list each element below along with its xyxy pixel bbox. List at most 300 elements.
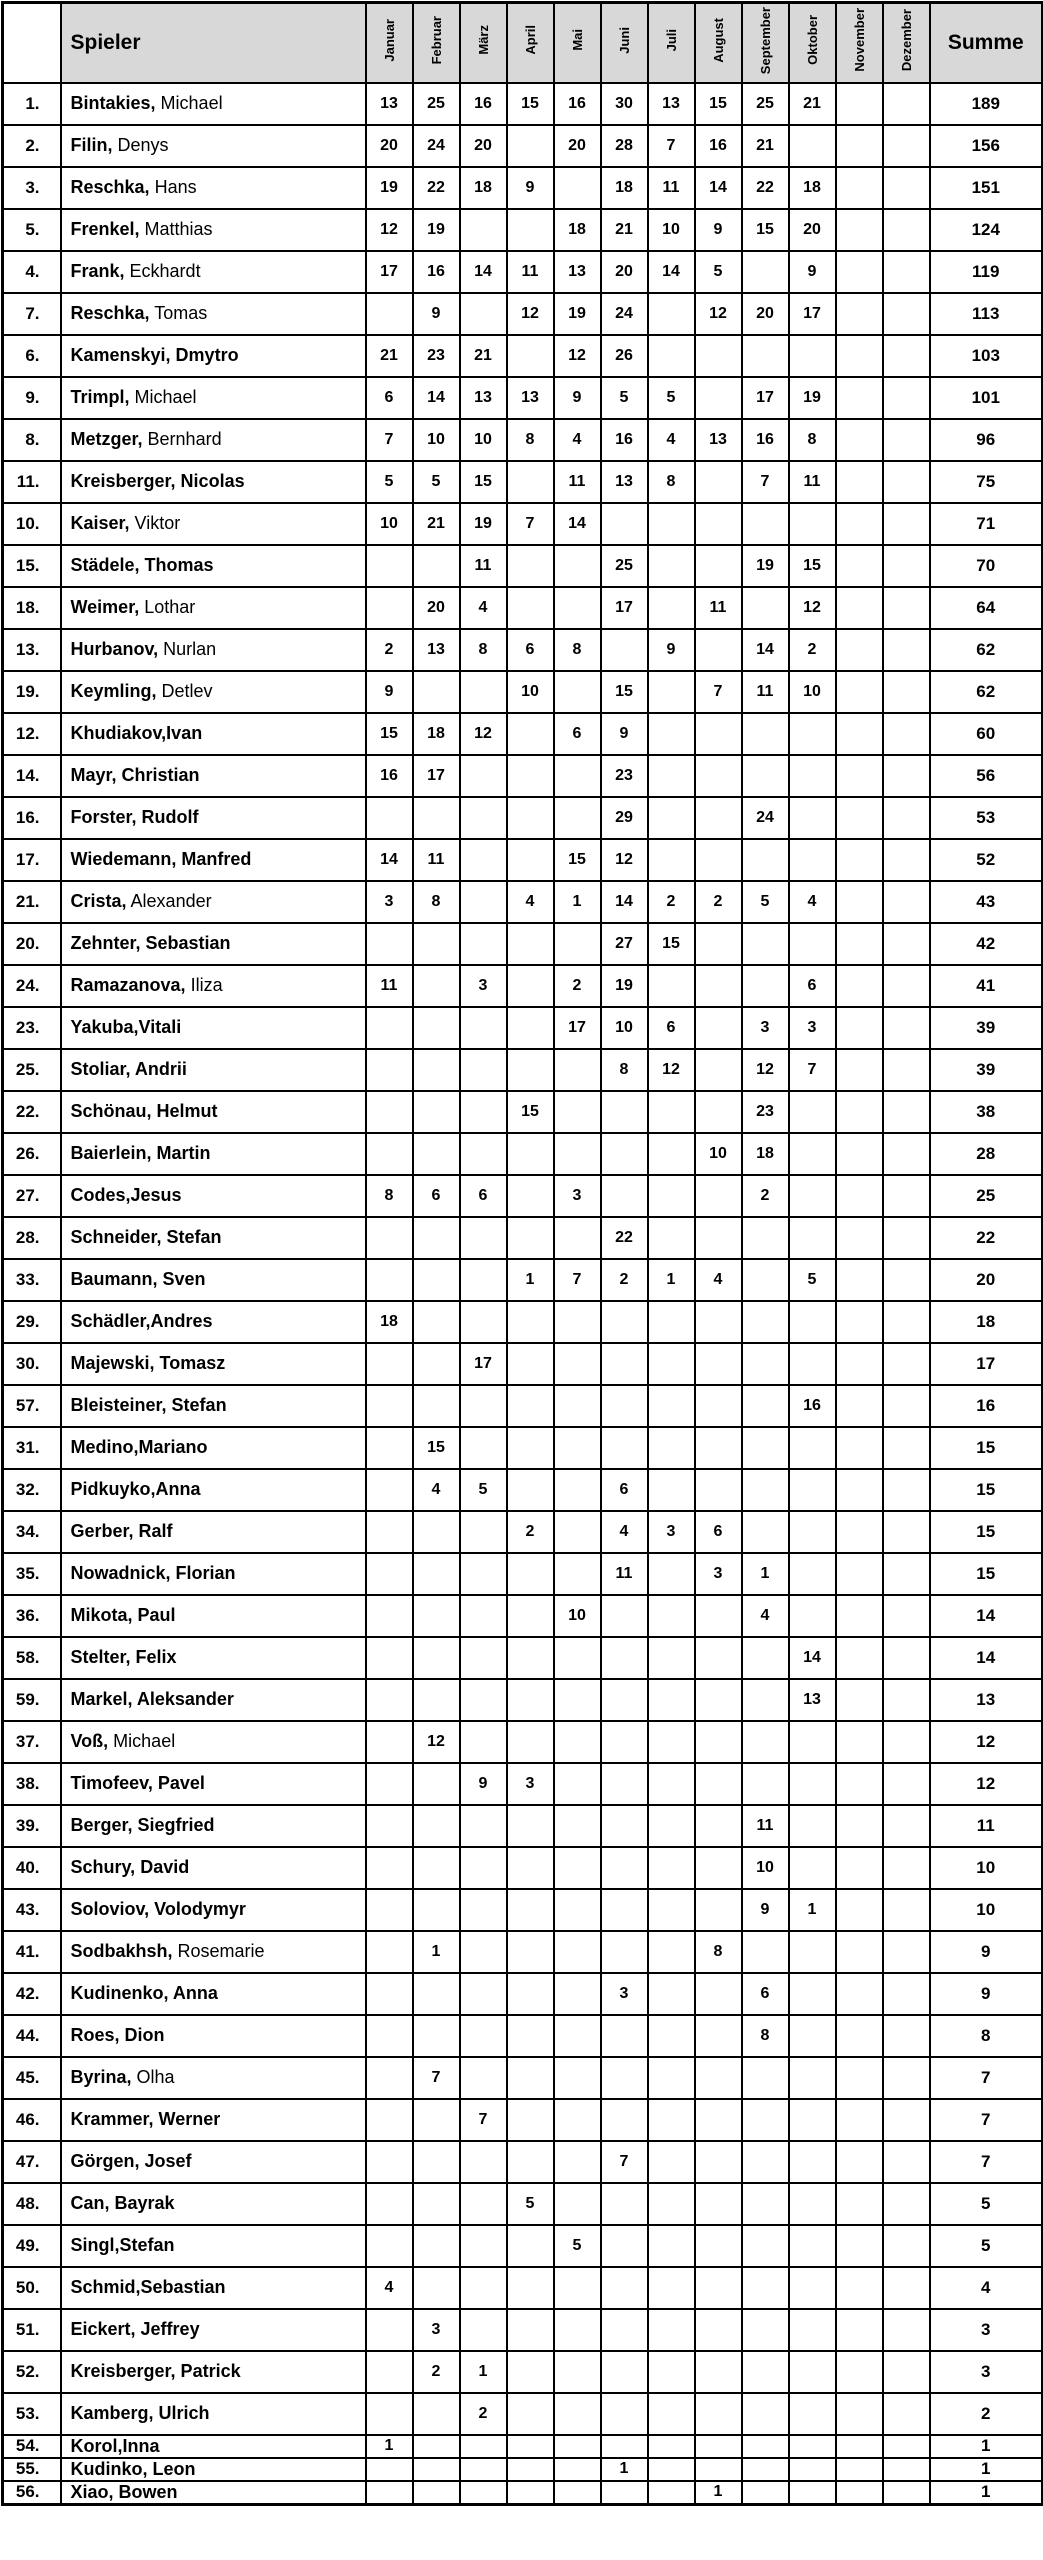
month-value-cell [413, 2099, 460, 2141]
month-value-cell [836, 1385, 883, 1427]
month-value-cell [742, 1385, 789, 1427]
player-name-cell [61, 2141, 366, 2183]
month-value-cell [366, 1847, 413, 1889]
month-value-cell [554, 2267, 601, 2309]
month-value-cell [413, 1553, 460, 1595]
month-value-cell [648, 1217, 695, 1259]
month-value-cell [883, 1637, 930, 1679]
player-firstname: Eckhardt [124, 261, 201, 281]
month-value-cell [507, 797, 554, 839]
table-row [3, 419, 1043, 461]
month-value-cell: 23 [413, 335, 460, 377]
month-value-cell [695, 503, 742, 545]
month-value-cell: 13 [789, 1679, 836, 1721]
rank-cell: 26. [3, 1133, 61, 1175]
month-value-cell [366, 1763, 413, 1805]
player-firstname: Alexander [126, 891, 212, 911]
month-value-cell [460, 1385, 507, 1427]
table-row [3, 1763, 1043, 1805]
month-value-cell [789, 1595, 836, 1637]
month-value-cell [507, 2099, 554, 2141]
month-value-cell [507, 965, 554, 1007]
month-value-cell: 25 [601, 545, 648, 587]
month-value-cell: 5 [648, 377, 695, 419]
month-value-cell [413, 2267, 460, 2309]
month-value-cell [601, 1301, 648, 1343]
rank-cell: 23. [3, 1007, 61, 1049]
month-value-cell [366, 1805, 413, 1847]
month-value-cell [836, 1595, 883, 1637]
sum-cell: 15 [930, 1469, 1043, 1511]
month-value-cell [836, 881, 883, 923]
month-value-cell [836, 923, 883, 965]
month-value-cell [507, 545, 554, 587]
month-value-cell [601, 629, 648, 671]
table-row [3, 335, 1043, 377]
month-value-cell [507, 1637, 554, 1679]
month-label: Mai [569, 29, 585, 52]
player-name-cell [61, 1343, 366, 1385]
month-value-cell [883, 2267, 930, 2309]
table-row [3, 1973, 1043, 2015]
month-value-cell: 4 [507, 881, 554, 923]
month-value-cell: 20 [789, 209, 836, 251]
month-value-cell [413, 1805, 460, 1847]
month-value-cell: 19 [789, 377, 836, 419]
month-value-cell [648, 1889, 695, 1931]
month-value-cell: 3 [742, 1007, 789, 1049]
month-value-cell [601, 2481, 648, 2505]
month-value-cell [883, 2225, 930, 2267]
month-value-cell: 28 [601, 125, 648, 167]
month-value-cell [836, 1007, 883, 1049]
player-name-cell [61, 2225, 366, 2267]
month-value-cell [883, 251, 930, 293]
sum-cell: 60 [930, 713, 1043, 755]
month-header-september [742, 3, 789, 83]
player-name-cell [61, 2309, 366, 2351]
player-name-cell [61, 1469, 366, 1511]
month-value-cell [366, 1889, 413, 1931]
month-value-cell [366, 1217, 413, 1259]
player-name-cell [61, 125, 366, 167]
sum-cell: 64 [930, 587, 1043, 629]
month-value-cell [507, 1007, 554, 1049]
month-value-cell [883, 755, 930, 797]
month-value-cell: 6 [413, 1175, 460, 1217]
rank-cell: 54. [3, 2435, 61, 2458]
player-name-cell [61, 1595, 366, 1637]
month-value-cell [554, 1679, 601, 1721]
month-value-cell [366, 1343, 413, 1385]
sum-cell: 1 [930, 2435, 1043, 2458]
player-name-cell [61, 2183, 366, 2225]
month-value-cell: 10 [601, 1007, 648, 1049]
month-value-cell: 13 [460, 377, 507, 419]
month-value-cell [883, 1931, 930, 1973]
table-row [3, 1931, 1043, 1973]
month-value-cell [601, 503, 648, 545]
month-value-cell [413, 2183, 460, 2225]
month-value-cell: 11 [695, 587, 742, 629]
sum-cell: 39 [930, 1007, 1043, 1049]
rank-cell: 4. [3, 251, 61, 293]
player-firstname: Viktor [129, 513, 181, 533]
month-value-cell [460, 1301, 507, 1343]
month-value-cell [554, 587, 601, 629]
month-value-cell [413, 1511, 460, 1553]
month-value-cell [460, 1553, 507, 1595]
month-value-cell [554, 671, 601, 713]
month-value-cell [554, 2015, 601, 2057]
month-value-cell [460, 1973, 507, 2015]
month-value-cell [366, 2183, 413, 2225]
month-value-cell: 15 [601, 671, 648, 713]
month-value-cell [366, 1469, 413, 1511]
month-value-cell [742, 2225, 789, 2267]
player-name-cell [61, 1805, 366, 1847]
table-row [3, 293, 1043, 335]
month-value-cell [695, 1721, 742, 1763]
month-value-cell: 3 [789, 1007, 836, 1049]
month-value-cell [648, 1133, 695, 1175]
month-value-cell [413, 1679, 460, 1721]
month-value-cell [695, 1973, 742, 2015]
month-value-cell: 5 [601, 377, 648, 419]
month-value-cell: 16 [554, 83, 601, 125]
month-value-cell [695, 1637, 742, 1679]
month-value-cell [836, 671, 883, 713]
month-value-cell [883, 167, 930, 209]
rank-cell: 17. [3, 839, 61, 881]
month-value-cell [742, 1301, 789, 1343]
month-value-cell [507, 2481, 554, 2505]
table-row [3, 1637, 1043, 1679]
month-value-cell [883, 377, 930, 419]
month-value-cell [883, 2435, 930, 2458]
table-row [3, 2393, 1043, 2435]
month-value-cell [366, 2225, 413, 2267]
month-value-cell [836, 2057, 883, 2099]
sum-cell: 5 [930, 2183, 1043, 2225]
month-value-cell: 7 [554, 1259, 601, 1301]
month-value-cell: 1 [554, 881, 601, 923]
month-value-cell [366, 2309, 413, 2351]
month-value-cell: 10 [742, 1847, 789, 1889]
month-header-november [836, 3, 883, 83]
month-value-cell [413, 1847, 460, 1889]
player-surname: Khudiakov,Ivan [70, 723, 203, 743]
month-value-cell: 2 [554, 965, 601, 1007]
month-value-cell [601, 1931, 648, 1973]
month-value-cell [789, 2481, 836, 2505]
month-value-cell: 9 [695, 209, 742, 251]
table-row [3, 1007, 1043, 1049]
month-value-cell: 3 [413, 2309, 460, 2351]
table-row [3, 2267, 1043, 2309]
player-name-cell [61, 83, 366, 125]
player-firstname: Tomas [149, 303, 208, 323]
player-surname: Codes,Jesus [70, 1185, 182, 1205]
player-surname: Städele, Thomas [70, 555, 214, 575]
month-value-cell [883, 1763, 930, 1805]
month-value-cell: 1 [742, 1553, 789, 1595]
player-surname: Singl,Stefan [70, 2235, 175, 2255]
month-value-cell [366, 2015, 413, 2057]
month-value-cell [742, 1637, 789, 1679]
month-header-februar [413, 3, 460, 83]
month-label: Februar [428, 16, 444, 65]
player-surname: Metzger, [70, 429, 143, 449]
rank-cell: 10. [3, 503, 61, 545]
sum-cell: 70 [930, 545, 1043, 587]
player-name-cell [61, 251, 366, 293]
month-value-cell [883, 923, 930, 965]
month-value-cell [366, 1679, 413, 1721]
player-firstname: Matthias [139, 219, 213, 239]
player-name-cell [61, 1133, 366, 1175]
month-value-cell: 8 [507, 419, 554, 461]
month-value-cell: 3 [507, 1763, 554, 1805]
player-surname: Baierlein, Martin [70, 1143, 211, 1163]
month-value-cell [554, 2481, 601, 2505]
month-value-cell: 6 [695, 1511, 742, 1553]
month-value-cell [648, 293, 695, 335]
month-value-cell [413, 1385, 460, 1427]
player-name-cell [61, 587, 366, 629]
sum-cell: 17 [930, 1343, 1043, 1385]
month-value-cell [554, 1721, 601, 1763]
rank-cell: 45. [3, 2057, 61, 2099]
player-name-cell [61, 1217, 366, 1259]
month-value-cell: 7 [507, 503, 554, 545]
player-name-cell [61, 1679, 366, 1721]
table-row [3, 125, 1043, 167]
month-value-cell: 2 [601, 1259, 648, 1301]
month-value-cell [648, 713, 695, 755]
sum-cell: 56 [930, 755, 1043, 797]
table-row [3, 2435, 1043, 2458]
month-value-cell [883, 1343, 930, 1385]
month-value-cell [507, 209, 554, 251]
month-value-cell: 8 [742, 2015, 789, 2057]
month-value-cell [554, 923, 601, 965]
month-value-cell [413, 1301, 460, 1343]
month-value-cell [883, 125, 930, 167]
month-value-cell: 15 [695, 83, 742, 125]
month-value-cell [883, 2393, 930, 2435]
sum-cell: 14 [930, 1595, 1043, 1637]
rank-cell: 8. [3, 419, 61, 461]
player-surname: Kudinenko, Anna [70, 1983, 218, 2003]
player-surname: Stoliar, Andrii [70, 1059, 187, 1079]
month-value-cell: 1 [695, 2481, 742, 2505]
month-value-cell: 14 [695, 167, 742, 209]
sum-cell: 156 [930, 125, 1043, 167]
player-name-cell [61, 293, 366, 335]
month-value-cell [648, 797, 695, 839]
rank-cell: 11. [3, 461, 61, 503]
month-value-cell [695, 713, 742, 755]
month-value-cell [648, 545, 695, 587]
month-value-cell [554, 1511, 601, 1553]
month-value-cell [601, 1175, 648, 1217]
month-value-cell: 2 [789, 629, 836, 671]
month-value-cell [695, 335, 742, 377]
month-value-cell: 4 [695, 1259, 742, 1301]
player-surname: Kamenskyi, Dmytro [70, 345, 239, 365]
month-value-cell [883, 1385, 930, 1427]
month-value-cell [883, 2309, 930, 2351]
month-label: September [757, 6, 773, 74]
month-value-cell [883, 1553, 930, 1595]
month-value-cell: 5 [507, 2183, 554, 2225]
month-header-januar [366, 3, 413, 83]
month-value-cell [554, 1301, 601, 1343]
month-value-cell [648, 1931, 695, 1973]
table-row [3, 209, 1043, 251]
month-value-cell: 12 [742, 1049, 789, 1091]
month-value-cell [507, 2225, 554, 2267]
month-value-cell [601, 1679, 648, 1721]
month-value-cell [648, 1805, 695, 1847]
month-value-cell: 29 [601, 797, 648, 839]
month-value-cell: 12 [366, 209, 413, 251]
month-value-cell [366, 1427, 413, 1469]
month-value-cell: 18 [789, 167, 836, 209]
month-value-cell: 2 [695, 881, 742, 923]
sum-cell: 18 [930, 1301, 1043, 1343]
month-value-cell [883, 2057, 930, 2099]
month-value-cell [507, 713, 554, 755]
player-name-cell [61, 2393, 366, 2435]
table-row [3, 83, 1043, 125]
player-name-cell [61, 2458, 366, 2481]
month-value-cell [366, 293, 413, 335]
month-value-cell: 5 [789, 1259, 836, 1301]
month-value-cell [648, 2435, 695, 2458]
month-value-cell [460, 2015, 507, 2057]
month-value-cell [695, 1049, 742, 1091]
month-value-cell: 14 [554, 503, 601, 545]
month-value-cell [883, 293, 930, 335]
month-value-cell [366, 2141, 413, 2183]
player-name-cell [61, 755, 366, 797]
month-value-cell [883, 1007, 930, 1049]
month-value-cell: 8 [366, 1175, 413, 1217]
month-value-cell [883, 1973, 930, 2015]
player-surname: Byrina, [70, 2067, 132, 2087]
month-value-cell [413, 1091, 460, 1133]
rank-cell: 53. [3, 2393, 61, 2435]
month-value-cell: 18 [554, 209, 601, 251]
month-value-cell [695, 1595, 742, 1637]
player-name-cell [61, 1637, 366, 1679]
sum-cell: 5 [930, 2225, 1043, 2267]
sum-cell: 15 [930, 1553, 1043, 1595]
month-value-cell [554, 1889, 601, 1931]
month-value-cell: 7 [460, 2099, 507, 2141]
player-name-cell [61, 1091, 366, 1133]
table-row [3, 2351, 1043, 2393]
month-value-cell: 7 [648, 125, 695, 167]
month-value-cell [836, 2309, 883, 2351]
month-value-cell [554, 1049, 601, 1091]
month-value-cell [789, 2225, 836, 2267]
month-value-cell: 12 [695, 293, 742, 335]
player-firstname: Iliza [185, 975, 223, 995]
month-value-cell [554, 1091, 601, 1133]
month-value-cell [648, 965, 695, 1007]
month-value-cell [460, 1007, 507, 1049]
month-value-cell [695, 1847, 742, 1889]
month-value-cell [742, 2458, 789, 2481]
player-surname: Bleisteiner, Stefan [70, 1395, 227, 1415]
month-value-cell [836, 2267, 883, 2309]
month-value-cell [460, 1679, 507, 1721]
table-row [3, 1511, 1043, 1553]
month-value-cell [554, 1217, 601, 1259]
month-value-cell [695, 1889, 742, 1931]
month-value-cell [789, 1175, 836, 1217]
month-value-cell: 17 [601, 587, 648, 629]
month-value-cell: 8 [695, 1931, 742, 1973]
table-row [3, 2225, 1043, 2267]
month-header-august [695, 3, 742, 83]
player-surname: Timofeev, Pavel [70, 1773, 205, 1793]
month-value-cell [648, 2099, 695, 2141]
sum-cell: 2 [930, 2393, 1043, 2435]
player-name-cell [61, 881, 366, 923]
player-surname: Keymling, [70, 681, 157, 701]
month-value-cell [789, 1721, 836, 1763]
month-value-cell [460, 2481, 507, 2505]
month-value-cell [601, 2099, 648, 2141]
sum-cell: 14 [930, 1637, 1043, 1679]
month-value-cell [789, 2057, 836, 2099]
rank-cell: 22. [3, 1091, 61, 1133]
month-value-cell [789, 839, 836, 881]
month-value-cell: 13 [413, 629, 460, 671]
month-value-cell [836, 2393, 883, 2435]
month-value-cell: 16 [789, 1385, 836, 1427]
player-surname: Forster, Rudolf [70, 807, 199, 827]
month-value-cell [883, 587, 930, 629]
month-value-cell [836, 2351, 883, 2393]
player-name-cell [61, 2435, 366, 2458]
month-value-cell: 11 [460, 545, 507, 587]
player-firstname: Detlev [156, 681, 213, 701]
month-value-cell [507, 2057, 554, 2099]
month-value-cell [366, 1511, 413, 1553]
month-value-cell: 13 [648, 83, 695, 125]
month-value-cell [648, 839, 695, 881]
month-value-cell [742, 2099, 789, 2141]
player-name-cell [61, 797, 366, 839]
table-row [3, 1595, 1043, 1637]
month-value-cell [460, 1427, 507, 1469]
month-value-cell [648, 1175, 695, 1217]
month-value-cell [742, 2183, 789, 2225]
month-value-cell: 6 [742, 1973, 789, 2015]
month-value-cell: 7 [601, 2141, 648, 2183]
month-value-cell [789, 2183, 836, 2225]
month-value-cell [554, 2351, 601, 2393]
month-value-cell: 16 [695, 125, 742, 167]
month-value-cell: 16 [460, 83, 507, 125]
month-value-cell [883, 1889, 930, 1931]
month-value-cell [742, 1259, 789, 1301]
